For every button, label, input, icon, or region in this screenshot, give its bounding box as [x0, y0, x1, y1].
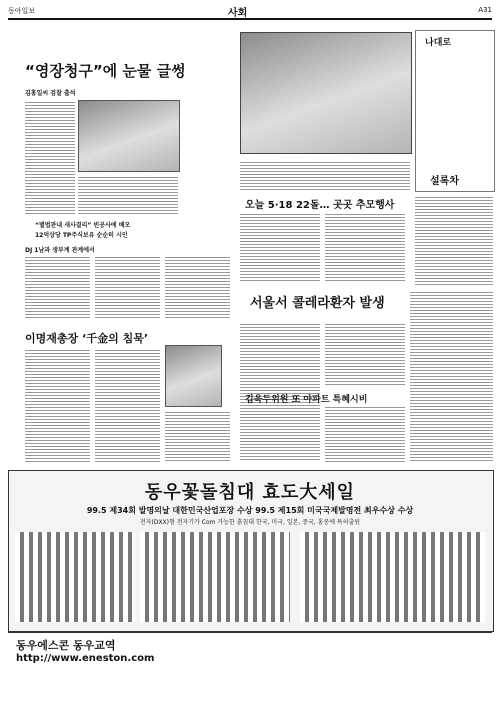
ad-brand: 동우에스콘 동우교역 [16, 639, 116, 652]
col-text-1 [25, 255, 90, 320]
ad-line-2: 99.5 제34회 발명의날 대한민국산업포장 수상 99.5 제15회 미국국제발명전 최우수상 수상 [86, 506, 414, 515]
ad-title: 동우꽃돌침대 효도大세일 [144, 482, 356, 503]
ad-product-grid-3 [300, 532, 485, 622]
ad-product-grid-2 [140, 532, 290, 622]
col-text-3 [165, 255, 230, 320]
page-number: A31 [478, 6, 492, 14]
page-header [8, 4, 492, 20]
mid-text-1 [240, 212, 320, 282]
section-title: 사회 [228, 8, 248, 19]
side-cartoon-box [415, 30, 495, 192]
cholera-headline: 서울서 콜레라환자 발생 [250, 296, 385, 311]
col-text-2 [95, 255, 160, 320]
apt-headline: 김욱두위원 또 아파트 특혜시비 [245, 395, 368, 405]
ad-footer [8, 632, 492, 673]
bottom-text-1 [25, 348, 90, 463]
mid-text-2 [325, 212, 405, 282]
cholera-text-2 [325, 322, 405, 387]
memorial-photo [240, 32, 412, 154]
bottom-headline: 이명재총장 ‘千金의 침묵’ [25, 332, 149, 345]
portrait-photo [165, 345, 222, 407]
side-subtitle: 설록차 [430, 176, 459, 187]
subhead-b: 12억상당 TP주식보유 순순히 시인 [35, 232, 128, 239]
main-photo [78, 100, 180, 172]
ad-url: http://www.eneston.com [16, 653, 155, 664]
photo-caption [240, 160, 410, 190]
side-text [415, 195, 493, 285]
mid-headline: 오늘 5·18 22돌… 곳곳 추모행사 [245, 200, 395, 211]
ad-line-3: 전자(DXX)형 전자기가 Com 가능한 흙침대 한국, 미국, 일본, 중국, 홍콩에 특허출원 [139, 519, 361, 526]
subhead-c: DJ 1남과 생부계 관계에서 [25, 247, 95, 254]
right-column-text [410, 290, 493, 462]
ad-product-grid-1 [15, 532, 135, 622]
main-story-text-2 [78, 175, 178, 215]
apt-text [325, 405, 405, 462]
masthead: 동아일보 [8, 7, 36, 15]
main-story-text [25, 100, 75, 215]
main-subhead: 김홍일씨 검찰 출석 [25, 90, 76, 97]
subhead-a: “별법관내 새사결리” 빈공사에 배모 [35, 222, 131, 229]
bottom-text-2 [95, 348, 160, 463]
side-title: 나대로 [425, 38, 452, 48]
bottom-text-3 [165, 410, 230, 463]
main-headline: “영장청구”에 눈물 글썽 [25, 62, 186, 80]
